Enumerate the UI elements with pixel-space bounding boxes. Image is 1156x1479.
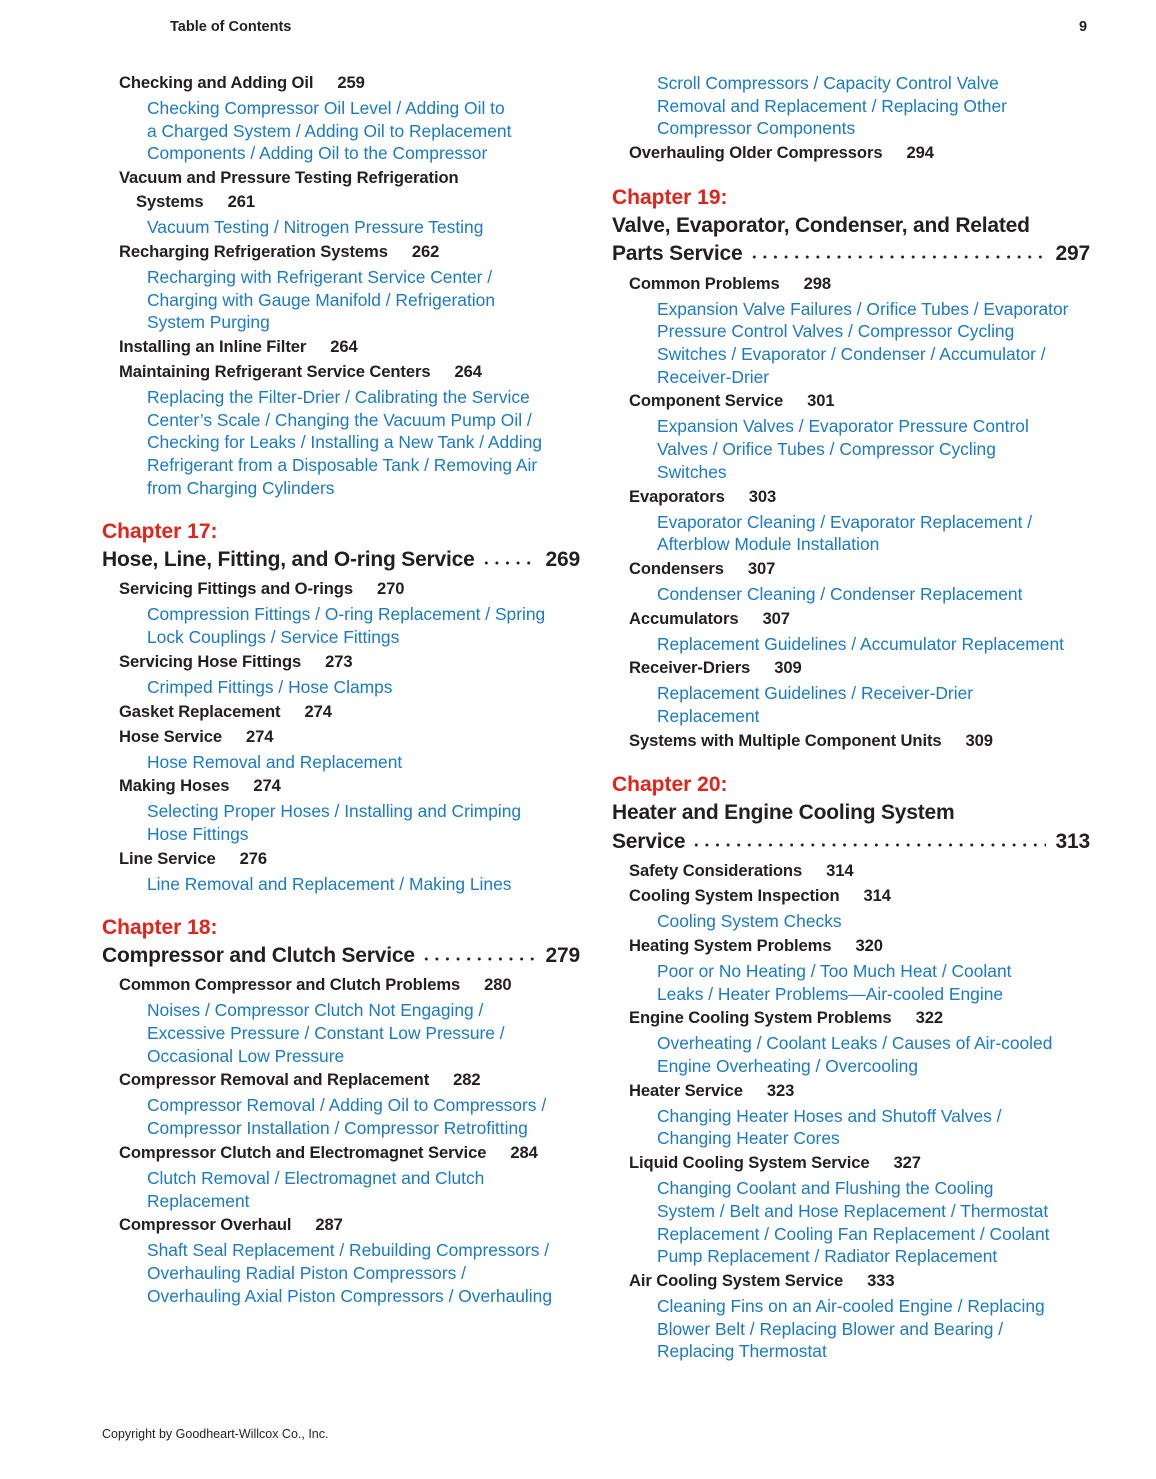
toc-topic-line[interactable]: Expansion Valve Failures / Orifice Tubes / Evaporator (657, 298, 1069, 319)
toc-heading-text: Evaporators (629, 486, 725, 506)
toc-page-number: 282 (453, 1070, 481, 1090)
toc-page-number: 307 (747, 558, 776, 578)
toc-heading-text: Heater Service (629, 1080, 743, 1100)
toc-section-heading[interactable] (612, 557, 1090, 581)
toc-topic-line[interactable]: Cleaning Fins on an Air-cooled Engine / Replacing (657, 1295, 1045, 1316)
toc-heading-text: Component Service (629, 391, 784, 411)
toc-page-number: 298 (803, 273, 832, 293)
toc-topic-line[interactable]: Overhauling Axial Piston Compressors / Overhauling (147, 1285, 553, 1306)
toc-topic-list (102, 999, 580, 1067)
toc-topic-list (102, 1094, 580, 1139)
toc-heading-text: Compressor Clutch and Electromagnet Service (119, 1142, 487, 1162)
toc-page-number: 276 (239, 848, 267, 868)
toc-section-heading[interactable] (102, 577, 580, 601)
toc-topic-line[interactable]: Engine Overheating / Overcooling (657, 1056, 919, 1077)
chapter-label: Chapter 18: (102, 915, 218, 939)
toc-heading-line (119, 1068, 580, 1092)
toc-heading-text: Recharging Refrigeration Systems (119, 241, 388, 261)
toc-heading-line (119, 725, 580, 749)
toc-section-heading[interactable] (102, 774, 580, 798)
toc-section-heading[interactable] (612, 884, 1090, 908)
toc-heading-line (629, 1006, 1090, 1030)
toc-page-number: 284 (510, 1142, 538, 1162)
toc-topic-line[interactable]: Compressor Installation / Compressor Retrofitting (147, 1118, 528, 1139)
toc-heading-line (119, 240, 580, 264)
chapter-title-line: Valve, Evaporator, Condenser, and Related (612, 213, 1030, 237)
toc-page-number: 309 (774, 658, 802, 678)
toc-topic-line[interactable]: Excessive Pressure / Constant Low Pressure / (147, 1023, 505, 1044)
chapter-title-text: Parts Service (612, 242, 743, 266)
toc-section-heading[interactable] (612, 1269, 1090, 1293)
toc-topic-list (612, 1032, 1090, 1077)
toc-heading-line (629, 141, 1090, 165)
toc-section-heading[interactable] (612, 141, 1090, 165)
toc-topic-list (612, 960, 1090, 1005)
toc-topic-line[interactable]: Blower Belt / Replacing Blower and Bearing / (657, 1318, 1004, 1339)
toc-section-heading[interactable] (102, 973, 580, 997)
toc-topic-line[interactable]: Valves / Orifice Tubes / Compressor Cycling (657, 439, 996, 460)
toc-topic-line[interactable]: Shaft Seal Replacement / Rebuilding Compressors / (147, 1240, 550, 1261)
dot-leader (421, 956, 536, 962)
toc-topic-list (612, 1295, 1090, 1363)
toc-chapter-entry[interactable] (612, 184, 1090, 269)
toc-section-heading[interactable] (612, 485, 1090, 509)
toc-heading-line (629, 1079, 1090, 1103)
copyright-footer: Copyright by Goodheart-Willcox Co., Inc. (102, 1427, 329, 1441)
toc-section-heading[interactable] (612, 607, 1090, 631)
toc-topic-line[interactable]: Vacuum Testing / Nitrogen Pressure Testing (147, 217, 484, 238)
toc-topic-list (102, 216, 580, 239)
toc-heading-text: Making Hoses (119, 776, 230, 796)
toc-heading-text: Liquid Cooling System Service (629, 1153, 870, 1173)
toc-topic-line[interactable]: Replacement (147, 1190, 250, 1211)
toc-heading-line (119, 650, 580, 674)
toc-heading-text: Accumulators (629, 608, 739, 628)
toc-topic-list (612, 583, 1090, 606)
toc-heading-line (629, 934, 1090, 958)
toc-heading-line (629, 607, 1090, 631)
toc-page-number: 314 (826, 861, 854, 881)
toc-section-heading[interactable] (102, 847, 580, 871)
toc-topic-line[interactable]: Center’s Scale / Changing the Vacuum Pump Oil / (147, 409, 532, 430)
toc-heading-text: Overhauling Older Compressors (629, 143, 883, 163)
toc-topic-list (612, 72, 1090, 140)
toc-topic-line[interactable]: Occasional Low Pressure (147, 1045, 345, 1066)
toc-heading-text: Safety Considerations (629, 861, 803, 881)
toc-section-heading[interactable] (102, 360, 580, 384)
toc-heading-line (119, 335, 580, 359)
toc-topic-line[interactable]: Hose Removal and Replacement (147, 751, 403, 772)
toc-topic-line[interactable]: Expansion Valves / Evaporator Pressure Control (657, 416, 1029, 437)
toc-topic-line[interactable]: Evaporator Cleaning / Evaporator Replacement / (657, 511, 1033, 532)
toc-page-number: 274 (304, 701, 332, 721)
toc-heading-line (629, 1269, 1090, 1293)
toc-topic-line[interactable]: System Purging (147, 312, 270, 333)
toc-section-heading[interactable] (612, 729, 1090, 753)
dot-leader (481, 560, 536, 566)
toc-page-number: 322 (915, 1008, 943, 1028)
toc-heading-text: Servicing Hose Fittings (119, 651, 302, 671)
toc-topic-line[interactable]: Changing Coolant and Flushing the Cooling (657, 1178, 994, 1199)
toc-topic-line[interactable]: Poor or No Heating / Too Much Heat / Coolant (657, 960, 1012, 981)
toc-heading-line (629, 272, 1090, 296)
toc-heading-text: Condensers (629, 558, 724, 578)
toc-page-number: 320 (855, 935, 883, 955)
toc-page-number: 309 (965, 730, 993, 750)
toc-column-left (102, 70, 580, 1307)
toc-section-heading[interactable] (612, 1006, 1090, 1030)
toc-topic-line[interactable]: Lock Couplings / Service Fittings (147, 627, 400, 648)
toc-section-heading[interactable] (612, 859, 1090, 883)
toc-topic-line[interactable]: Checking for Leaks / Installing a New Tank / Adding (147, 432, 543, 453)
toc-heading-line (119, 577, 580, 601)
toc-topic-line[interactable]: Leaks / Heater Problems—Air-cooled Engine (657, 983, 1004, 1004)
toc-topic-list (102, 97, 580, 165)
chapter-page-number: 297 (1055, 242, 1090, 266)
toc-column-right (612, 70, 1090, 1363)
toc-page-number: 280 (484, 975, 512, 995)
toc-heading-line (119, 71, 580, 95)
toc-page-number: 274 (253, 776, 281, 796)
toc-page-number: 287 (315, 1215, 343, 1235)
toc-section-heading[interactable] (102, 335, 580, 359)
toc-topic-line[interactable]: Changing Heater Hoses and Shutoff Valves / (657, 1105, 1002, 1126)
toc-topic-line[interactable]: Refrigerant from a Disposable Tank / Removing Air (147, 455, 538, 476)
toc-heading-line (629, 859, 1090, 883)
toc-topic-list (612, 511, 1090, 556)
toc-heading-line (629, 1151, 1090, 1175)
toc-topic-line[interactable]: Compressor Components (657, 118, 856, 139)
toc-page-number: 270 (376, 579, 405, 599)
toc-section-heading[interactable] (612, 934, 1090, 958)
toc-section-heading[interactable] (102, 166, 580, 214)
toc-section-heading[interactable] (102, 700, 580, 724)
toc-section-heading[interactable] (102, 725, 580, 749)
chapter-title-line: Heater and Engine Cooling System (612, 801, 955, 825)
toc-topic-line[interactable]: from Charging Cylinders (147, 477, 335, 498)
toc-heading-line (119, 1213, 580, 1237)
toc-page-number: 307 (762, 608, 790, 628)
toc-topic-line[interactable]: Hose Fittings (147, 823, 249, 844)
toc-heading-line (119, 360, 580, 384)
toc-page-number: 273 (325, 651, 353, 671)
toc-topic-line[interactable]: Replacement Guidelines / Receiver-Drier (657, 683, 974, 704)
toc-heading-line (119, 190, 580, 214)
toc-topic-list (612, 1105, 1090, 1150)
chapter-title-line (612, 828, 1090, 857)
toc-page-number: 333 (867, 1270, 895, 1290)
toc-topic-line[interactable]: Compressor Removal / Adding Oil to Compressors / (147, 1095, 547, 1116)
toc-page-number: 323 (766, 1080, 795, 1100)
toc-topic-line[interactable]: a Charged System / Adding Oil to Replacement (147, 120, 512, 141)
toc-heading-line (119, 774, 580, 798)
chapter-page-number: 313 (1055, 829, 1090, 853)
toc-topic-line[interactable]: Clutch Removal / Electromagnet and Clutch (147, 1167, 485, 1188)
toc-topic-list (102, 676, 580, 699)
toc-heading-text: Common Compressor and Clutch Problems (119, 975, 461, 995)
toc-section-heading[interactable] (102, 71, 580, 95)
toc-topic-list (102, 751, 580, 774)
chapter-page-number: 269 (545, 547, 580, 571)
chapter-label: Chapter 19: (612, 185, 728, 209)
toc-page-number: 327 (893, 1153, 921, 1173)
toc-topic-line[interactable]: Removal and Replacement / Replacing Other (657, 95, 1007, 116)
toc-heading-line (629, 884, 1090, 908)
toc-heading-line (119, 1141, 580, 1165)
toc-section-heading[interactable] (102, 1213, 580, 1237)
chapter-title-text: Hose, Line, Fitting, and O-ring Service (102, 547, 475, 571)
dot-leader (691, 842, 1045, 848)
toc-heading-text: Common Problems (629, 273, 780, 293)
toc-topic-line[interactable]: System / Belt and Hose Replacement / Thermostat (657, 1200, 1049, 1221)
toc-section-heading[interactable] (102, 650, 580, 674)
chapter-label: Chapter 17: (102, 519, 218, 543)
toc-topic-list (102, 1239, 580, 1307)
toc-topic-line[interactable]: Charging with Gauge Manifold / Refrigeration (147, 289, 495, 310)
toc-heading-text: Maintaining Refrigerant Service Centers (119, 361, 431, 381)
toc-topic-line[interactable]: Switches / Evaporator / Condenser / Accumulator / (657, 344, 1046, 365)
toc-page-number: 264 (330, 336, 358, 356)
toc-page-number: 301 (807, 391, 835, 411)
toc-heading-line (629, 656, 1090, 680)
toc-heading-line (629, 485, 1090, 509)
toc-page-number: 303 (748, 486, 777, 506)
toc-topic-line[interactable]: Receiver-Drier (657, 366, 770, 387)
toc-chapter-entry[interactable] (102, 914, 580, 971)
toc-section-heading[interactable] (612, 656, 1090, 680)
chapter-title-text: Compressor and Clutch Service (102, 943, 415, 967)
toc-page-number: 294 (906, 143, 934, 163)
toc-heading-text: Servicing Fittings and O-rings (119, 579, 353, 599)
toc-page-number: 261 (227, 192, 255, 212)
toc-topic-line[interactable]: Components / Adding Oil to the Compressor (147, 143, 488, 164)
toc-chapter-entry[interactable] (102, 518, 580, 575)
toc-page-number: 314 (863, 886, 891, 906)
toc-section-heading[interactable] (612, 272, 1090, 296)
toc-heading-line (119, 973, 580, 997)
page-number: 9 (1079, 19, 1088, 35)
toc-heading-text: Receiver-Driers (629, 658, 751, 678)
toc-topic-line[interactable]: Pressure Control Valves / Compressor Cycling (657, 321, 1015, 342)
toc-heading-text: Installing an Inline Filter (119, 336, 307, 356)
toc-page-number: 274 (246, 726, 274, 746)
toc-topic-list (102, 386, 580, 500)
toc-topic-line[interactable]: Overheating / Coolant Leaks / Causes of Air-cooled (657, 1033, 1053, 1054)
toc-topic-list (102, 800, 580, 845)
toc-section-heading[interactable] (612, 1079, 1090, 1103)
toc-heading-text: Systems (136, 192, 204, 212)
toc-section-heading[interactable] (102, 1141, 580, 1165)
toc-section-heading[interactable] (612, 1151, 1090, 1175)
toc-topic-line[interactable]: Cooling System Checks (657, 911, 842, 932)
toc-topic-line[interactable]: Afterblow Module Installation (657, 534, 880, 555)
toc-heading-text: Air Cooling System Service (629, 1270, 844, 1290)
toc-topic-line[interactable]: Recharging with Refrigerant Service Center / (147, 266, 493, 287)
toc-heading-text: Line Service (119, 848, 216, 868)
toc-topic-line[interactable]: Replacement / Cooling Fan Replacement / Coolant (657, 1223, 1050, 1244)
toc-topic-line[interactable]: Checking Compressor Oil Level / Adding Oil to (147, 98, 505, 118)
dot-leader (749, 254, 1046, 260)
toc-topic-list (612, 1177, 1090, 1268)
toc-topic-line[interactable]: Replacing the Filter-Drier / Calibrating the Service (147, 386, 530, 407)
chapter-title-line (612, 240, 1090, 269)
chapter-page-number: 279 (545, 943, 580, 967)
toc-heading-line (119, 166, 580, 190)
toc-topic-line[interactable]: Changing Heater Cores (657, 1128, 840, 1149)
toc-heading-line (629, 389, 1090, 413)
toc-heading-text: Vacuum and Pressure Testing Refrigeration (119, 168, 459, 188)
toc-heading-line (119, 847, 580, 871)
toc-topic-list (102, 873, 580, 896)
toc-chapter-entry[interactable] (612, 771, 1090, 856)
toc-topic-list (612, 633, 1090, 656)
toc-topic-list (612, 682, 1090, 727)
toc-topic-line[interactable]: Replacement Guidelines / Accumulator Replacement (657, 633, 1064, 654)
toc-heading-text: Heating System Problems (629, 935, 832, 955)
toc-topic-line[interactable]: Overhauling Radial Piston Compressors / (147, 1262, 466, 1283)
toc-topic-line[interactable]: Selecting Proper Hoses / Installing and Crimping (147, 801, 522, 822)
chapter-title-line (102, 942, 580, 971)
toc-heading-line (629, 557, 1090, 581)
toc-heading-text: Systems with Multiple Component Units (629, 730, 942, 750)
toc-topic-line[interactable]: Line Removal and Replacement / Making Lines (147, 873, 512, 894)
toc-heading-text: Checking and Adding Oil (119, 73, 314, 92)
toc-topic-list (612, 415, 1090, 483)
toc-topic-line[interactable]: Compression Fittings / O-ring Replacement / Spring (147, 604, 546, 625)
toc-topic-line[interactable]: Scroll Compressors / Capacity Control Valve (657, 73, 999, 93)
toc-topic-list (102, 1167, 580, 1212)
toc-heading-line (629, 729, 1090, 753)
toc-heading-text: Cooling System Inspection (629, 886, 840, 906)
chapter-title-line (102, 546, 580, 575)
toc-page-number: 259 (337, 73, 365, 92)
toc-topic-line[interactable]: Pump Replacement / Radiator Replacement (657, 1246, 998, 1267)
toc-topic-line[interactable]: Replacement (657, 706, 760, 727)
toc-topic-list (102, 266, 580, 334)
toc-topic-line[interactable]: Replacing Thermostat (657, 1341, 827, 1362)
toc-topic-line[interactable]: Crimped Fittings / Hose Clamps (147, 676, 393, 697)
toc-topic-line[interactable]: Switches (657, 461, 727, 482)
toc-topic-list (102, 603, 580, 648)
toc-topic-line[interactable]: Noises / Compressor Clutch Not Engaging / (147, 1000, 484, 1021)
toc-page-number: 262 (411, 241, 440, 261)
toc-heading-line (119, 700, 580, 724)
running-header-title: Table of Contents (170, 19, 292, 35)
toc-section-heading[interactable] (612, 389, 1090, 413)
toc-page-number: 264 (454, 361, 482, 381)
toc-heading-text: Hose Service (119, 726, 223, 746)
toc-heading-text: Compressor Overhaul (119, 1215, 292, 1235)
toc-section-heading[interactable] (102, 1068, 580, 1092)
toc-heading-text: Engine Cooling System Problems (629, 1008, 892, 1028)
chapter-label: Chapter 20: (612, 773, 728, 797)
toc-topic-list (612, 910, 1090, 933)
toc-topic-line[interactable]: Condenser Cleaning / Condenser Replacement (657, 583, 1023, 604)
toc-heading-text: Gasket Replacement (119, 701, 281, 721)
toc-heading-text: Compressor Removal and Replacement (119, 1070, 430, 1090)
chapter-title-text: Service (612, 829, 686, 853)
toc-section-heading[interactable] (102, 240, 580, 264)
toc-topic-list (612, 298, 1090, 389)
